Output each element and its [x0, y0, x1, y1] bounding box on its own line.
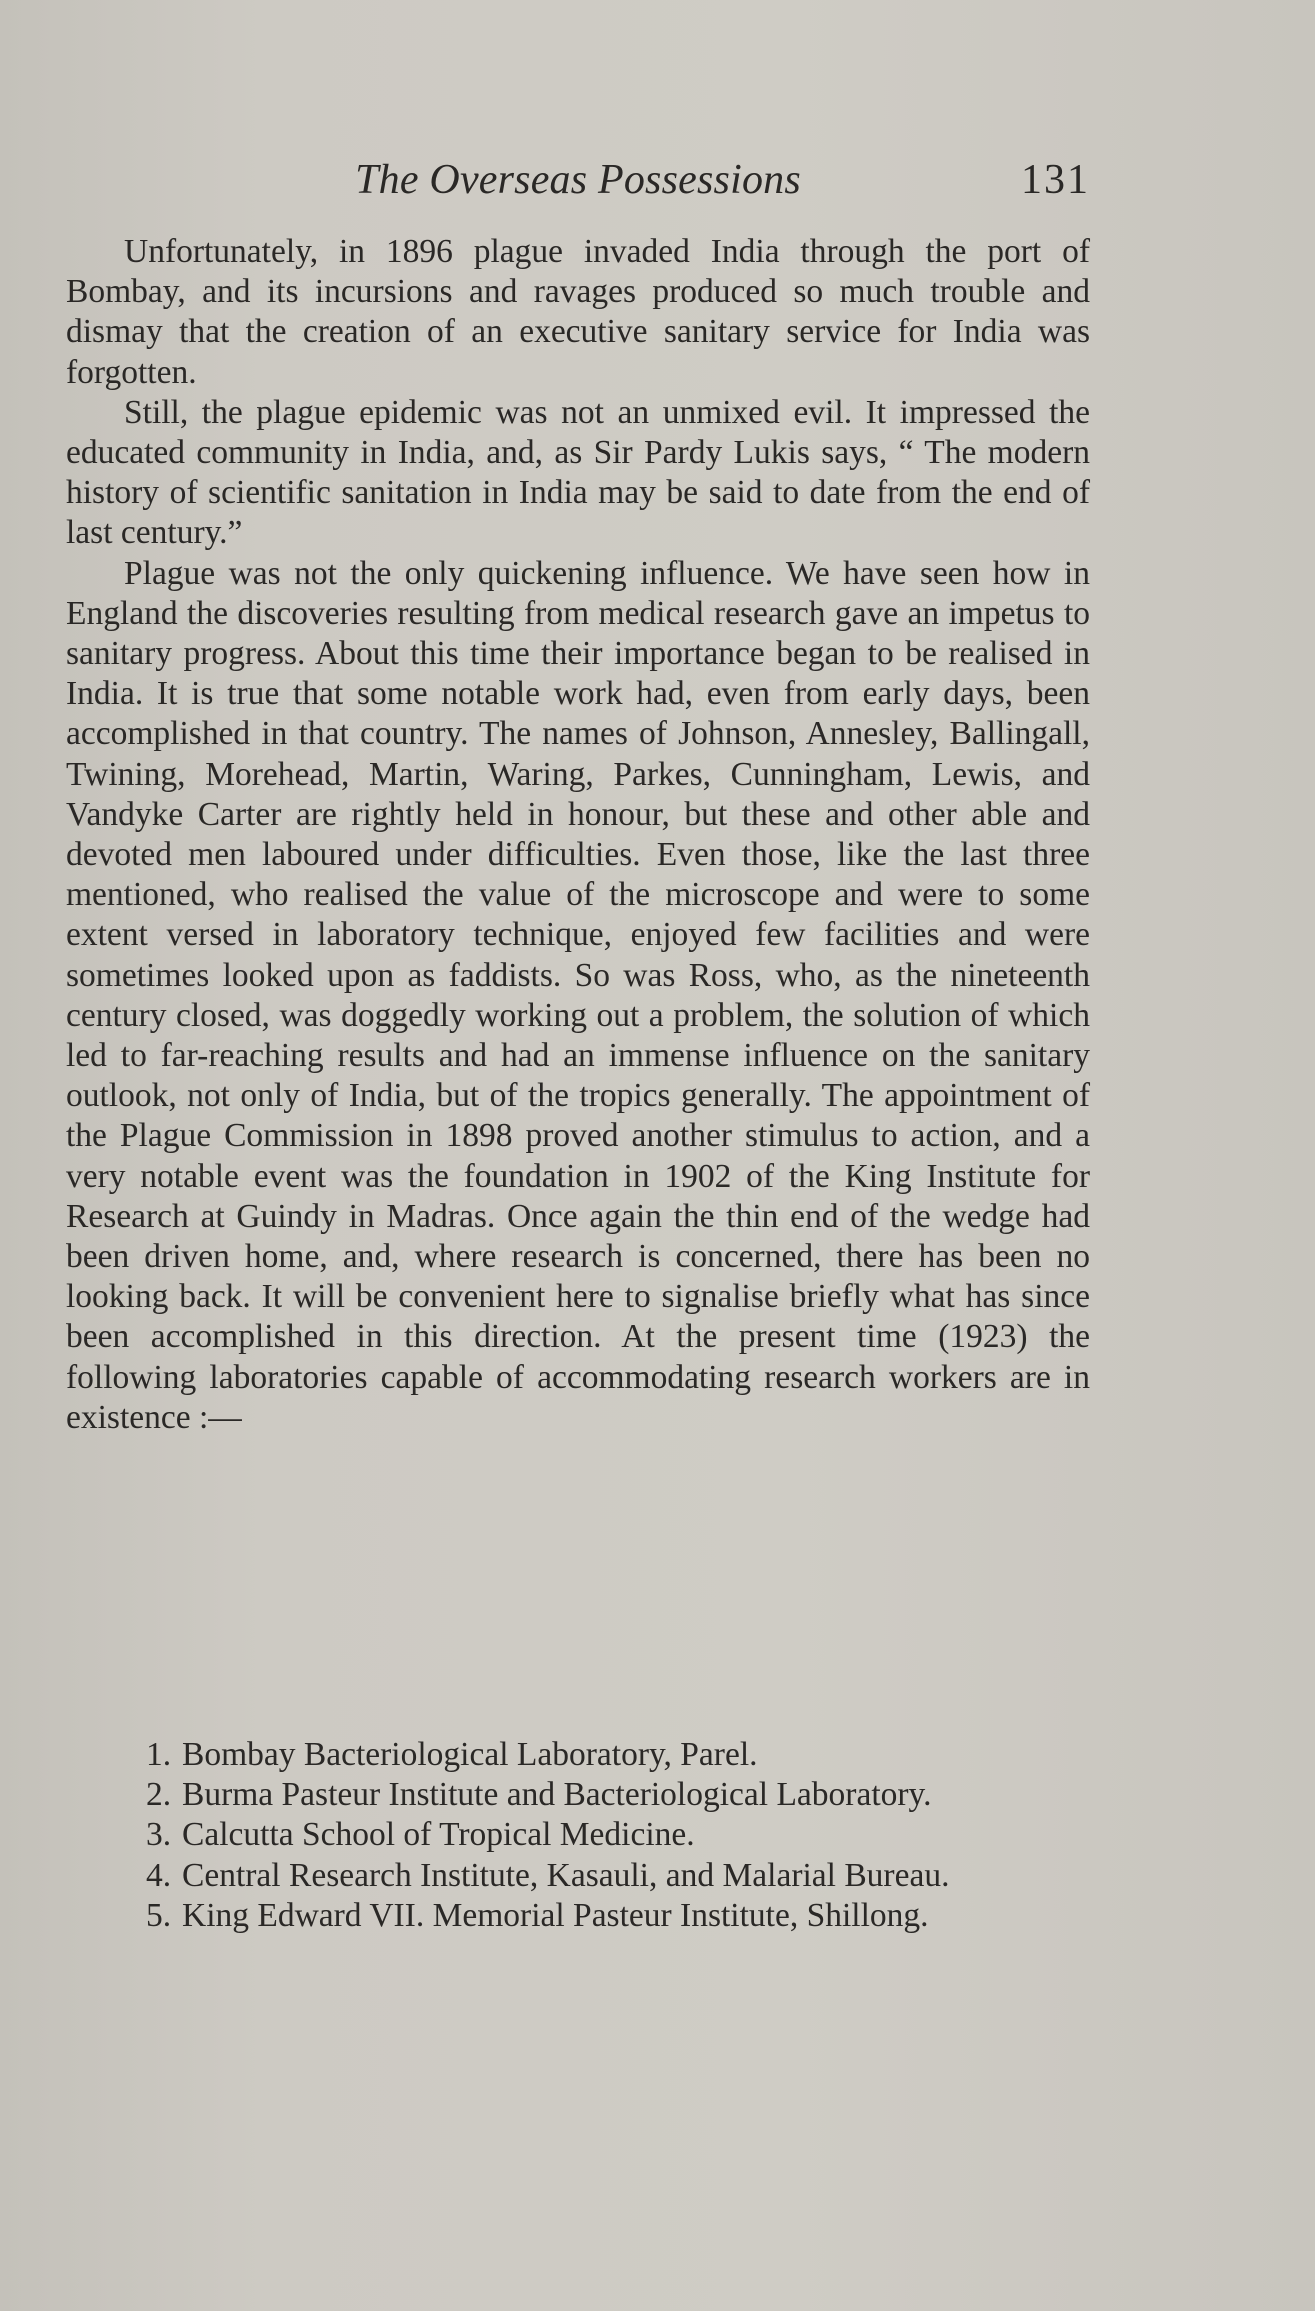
list-item	[66, 1775, 1090, 1815]
list-item-text: Central Research Institute, Kasauli, and Malarial Bureau.	[182, 1856, 950, 1894]
list-item	[66, 1815, 1090, 1855]
list-item	[66, 1896, 1090, 1936]
list-item-number: 4.	[146, 1856, 172, 1894]
list-item-number: 5.	[146, 1896, 172, 1934]
list-item-number: 2.	[146, 1776, 172, 1814]
list-item-text: Bombay Bacteriological Laboratory, Parel.	[182, 1736, 758, 1773]
list-item	[66, 1735, 1090, 1775]
list-item-text: Calcutta School of Tropical Medicine.	[182, 1816, 695, 1854]
list-item-number: 3.	[146, 1816, 172, 1854]
laboratory-list	[66, 1735, 1090, 1936]
list-item-text: King Edward VII. Memorial Pasteur Institute, Shillong.	[182, 1896, 929, 1934]
paragraph: Plague was not the only quickening influence. We have seen how in England the discoveries resulting from medical research gave an impetus to sanitary progress. About this time their importance began to be realised in India. It is true that some notable work had, even from early days, been accomplished in that country. The names of Johnson, Annesley, Ballingall, Twining, Morehead, Martin, Waring, Parkes, Cunningham, Lewis, and Vandyke Carter are rightly held in honour, but these and other able and devoted men laboured under difficulties. Even those, like the last three mentioned, who realised the value of the microscope and were to some extent versed in laboratory technique, enjoyed few facilities and were sometimes looked upon as faddists. So was Ross, who, as the nineteenth century closed, was doggedly working out a problem, the solution of which led to far-reaching results and had an immense influence on the sanitary outlook, not only of India, but of the tropics generally. The appointment of the Plague Commission in 1898 proved another stimulus to action, and a very notable event was the foundation in 1902 of the King Institute for Research at Guindy in Madras. Once again the thin end of the wedge had been driven home, and, where research is concerned, there has been no looking back. It will be convenient here to signalise briefly what has since been accomplished in this direction. At the present time (1923) the following laboratories capable of accommodating research workers are in existence :—	[66, 554, 1090, 1436]
list-item-number: 1.	[146, 1736, 172, 1773]
body-text	[66, 232, 1090, 1438]
page-number: 131	[1021, 157, 1090, 203]
running-head	[66, 152, 1090, 208]
paragraph: Still, the plague epidemic was not an unmixed evil. It impressed the educated community in India, and, as Sir Pardy Lukis says, “ The modern history of scientific sanitation in India may be said to date from the end of last century.”	[66, 393, 1090, 552]
paragraph: Unfortunately, in 1896 plague invaded India through the port of Bombay, and its incursions and ravages produced so much trouble and dismay that the creation of an executive sanitary service for India was forgotten.	[66, 233, 1090, 391]
list-item-text: Burma Pasteur Institute and Bacteriological Laboratory.	[182, 1776, 932, 1814]
list-item	[66, 1856, 1090, 1896]
running-title: The Overseas Possessions	[355, 157, 801, 203]
